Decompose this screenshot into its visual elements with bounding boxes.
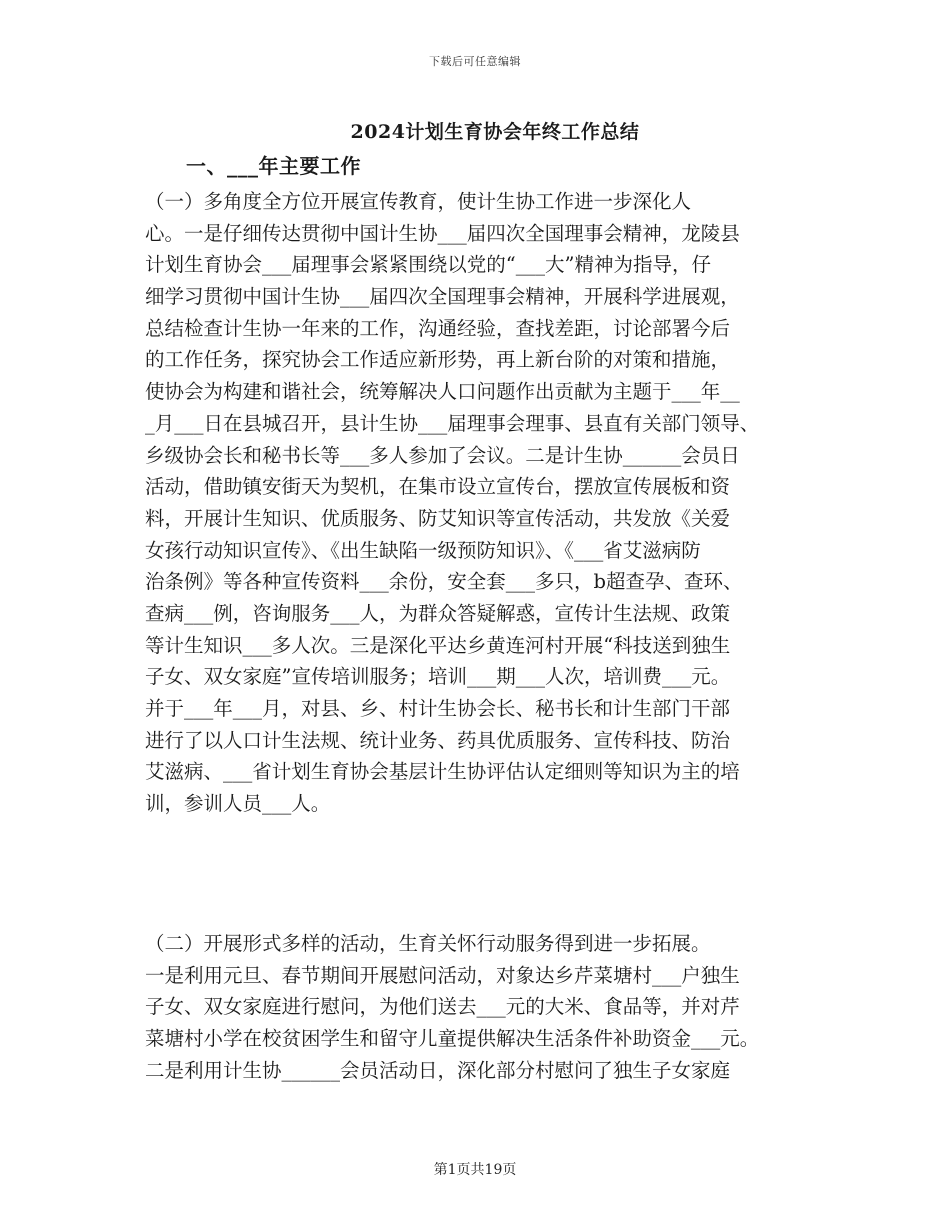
text-line: 子女、双女家庭进行慰问，为他们送去___元的大米、食品等，并对芹 xyxy=(145,995,740,1019)
page-number-footer: 第1页共19页 xyxy=(433,1162,517,1178)
text-line: 一是利用元旦、春节期间开展慰问活动，对象达乡芹菜塘村___户独生 xyxy=(145,963,740,987)
text-line: 等计生知识___多人次。三是深化平达乡黄连河村开展“科技送到独生 xyxy=(145,633,731,657)
text-line: 活动，借助镇安街天为契机，在集市设立宣传台，摆放宣传展板和资 xyxy=(145,475,731,499)
text-line: 进行了以人口计生法规、统计业务、药具优质服务、宣传科技、防治 xyxy=(145,728,731,752)
text-line: 计划生育协会___届理事会紧紧围绕以党的“___大”精神为指导，仔 xyxy=(145,253,711,277)
text-line: 乡级协会长和秘书长等___多人参加了会议。二是计生协______会员日 xyxy=(145,443,740,467)
text-line: 查病___例，咨询服务___人，为群众答疑解惑，宣传计生法规、政策 xyxy=(145,601,731,625)
text-line: （一）多角度全方位开展宣传教育，使计生协工作进一步深化人 xyxy=(145,190,692,213)
paragraph-2 xyxy=(145,928,810,1086)
text-line: 子女、双女家庭”宣传培训服务；培训___期___人次，培训费___元。 xyxy=(145,665,731,689)
text-line: 女孩行动知识宣传》、《出生缺陷一级预防知识》、《___省艾滋病防 xyxy=(145,538,701,562)
text-line: 并于___年___月，对县、乡、村计生协会长、秘书长和计生部门干部 xyxy=(145,697,731,720)
text-line: 治条例》等各种宣传资料___余份，安全套___多只，b超查孕、查环、 xyxy=(145,570,743,594)
text-line: 心。一是仔细传达贯彻中国计生协___届四次全国理事会精神，龙陵县 xyxy=(145,221,740,245)
header-note: 下载后可任意编辑 xyxy=(429,55,521,68)
text-line: （二）开展形式多样的活动，生育关怀行动服务得到进一步拓展。 xyxy=(145,932,711,955)
text-line: 使协会为构建和谐社会，统筹解决人口问题作出贡献为主题于___年__ xyxy=(145,380,740,404)
text-line: 总结检查计生协一年来的工作，沟通经验，查找差距，讨论部署今后 xyxy=(145,316,731,340)
document-title: 2024计划生育协会年终工作总结 xyxy=(350,121,640,143)
text-line: _月___日在县城召开，县计生协___届理事会理事、县直有关部门领导、 xyxy=(145,411,760,435)
text-line: 细学习贯彻中国计生协___届四次全国理事会精神，开展科学进展观， xyxy=(145,285,740,309)
text-line: 菜塘村小学在校贫困学生和留守儿童提供解决生活条件补助资金___元。 xyxy=(145,1027,760,1051)
text-line: 艾滋病、___省计划生育协会基层计生协评估认定细则等知识为主的培 xyxy=(145,760,740,784)
paragraph-1 xyxy=(145,186,810,820)
text-line: 训，参训人员___人。 xyxy=(145,792,331,816)
text-line: 的工作任务，探究协会工作适应新形势，再上新台阶的对策和措施， xyxy=(145,348,731,372)
text-line: 二是利用计生协______会员活动日，深化部分村慰问了独生子女家庭 xyxy=(145,1058,731,1082)
text-line: 料，开展计生知识、优质服务、防艾知识等宣传活动，共发放《关爱 xyxy=(145,506,731,530)
section-heading: 一、___年主要工作 xyxy=(186,154,361,178)
